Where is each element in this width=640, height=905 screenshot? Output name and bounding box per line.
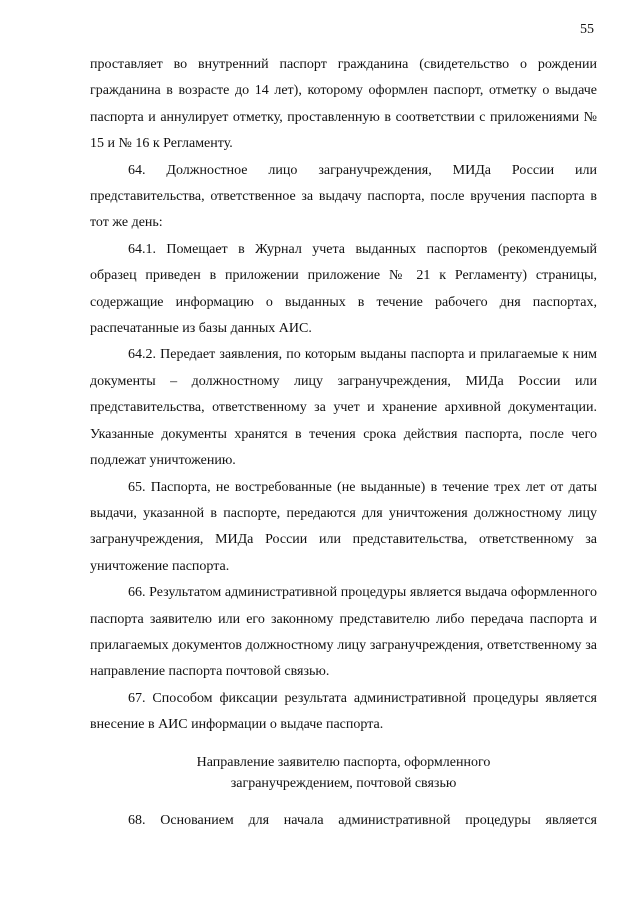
section-heading-line-1: Направление заявителю паспорта, оформленного (196, 754, 491, 770)
paragraph-67: 67. Способом фиксации результата административной процедуры является внесение в АИС информации о выдаче паспорта. (90, 690, 597, 733)
paragraph-65: 65. Паспорта, не востребованные (не выданные) в течение трех лет от даты выдачи, указанной в паспорте, передаются для уничтожения должностному лицу загранучреждения, МИДа России или представительства, ответственному за уничтожение паспорта. (90, 479, 597, 574)
page-number: 55 (580, 22, 594, 37)
paragraph-64-1: 64.1. Помещает в Журнал учета выданных паспортов (рекомендуемый образец приведен в приложении приложение № 21 к Регламенту) страницы, содержащие информацию о выданных в течение рабочего дня паспортах, распечатанные из базы данных АИС. (90, 241, 597, 337)
paragraph-64-2: 64.2. Передает заявления, по которым выданы паспорта и прилагаемые к ним документы – должностному лицу загранучреждения, МИДа России или представительства, ответственному за учет и хранение архивной документации. Указанные документы хранятся в течения срока действия паспорта, после чего подлежат уничтожению. (90, 347, 597, 469)
document-body (90, 52, 597, 834)
paragraph-68: 68. Основанием для начала административной процедуры является (128, 812, 597, 828)
section-heading (90, 752, 597, 794)
section-heading-line-2: загранучреждением, почтовой связью (230, 775, 457, 791)
paragraph-66: 66. Результатом административной процедуры является выдача оформленного паспорта заявителю или его законному представителю либо передача паспорта и прилагаемых документов должностному лицу загранучреждения, ответственному за направление паспорта почтовой связью. (90, 585, 597, 680)
paragraph-64: 64. Должностное лицо загранучреждения, МИДа России или представительства, ответственное за выдачу паспорта, после вручения паспорта в тот же день: (90, 162, 597, 231)
paragraph-continuation: проставляет во внутренний паспорт гражданина (свидетельство о рождении гражданина в возрасте до 14 лет), которому оформлен паспорт, отметку о выдаче паспорта и аннулирует отметку, проставленную в соответствии с приложениями № 15 и № 16 к Регламенту. (90, 57, 597, 152)
